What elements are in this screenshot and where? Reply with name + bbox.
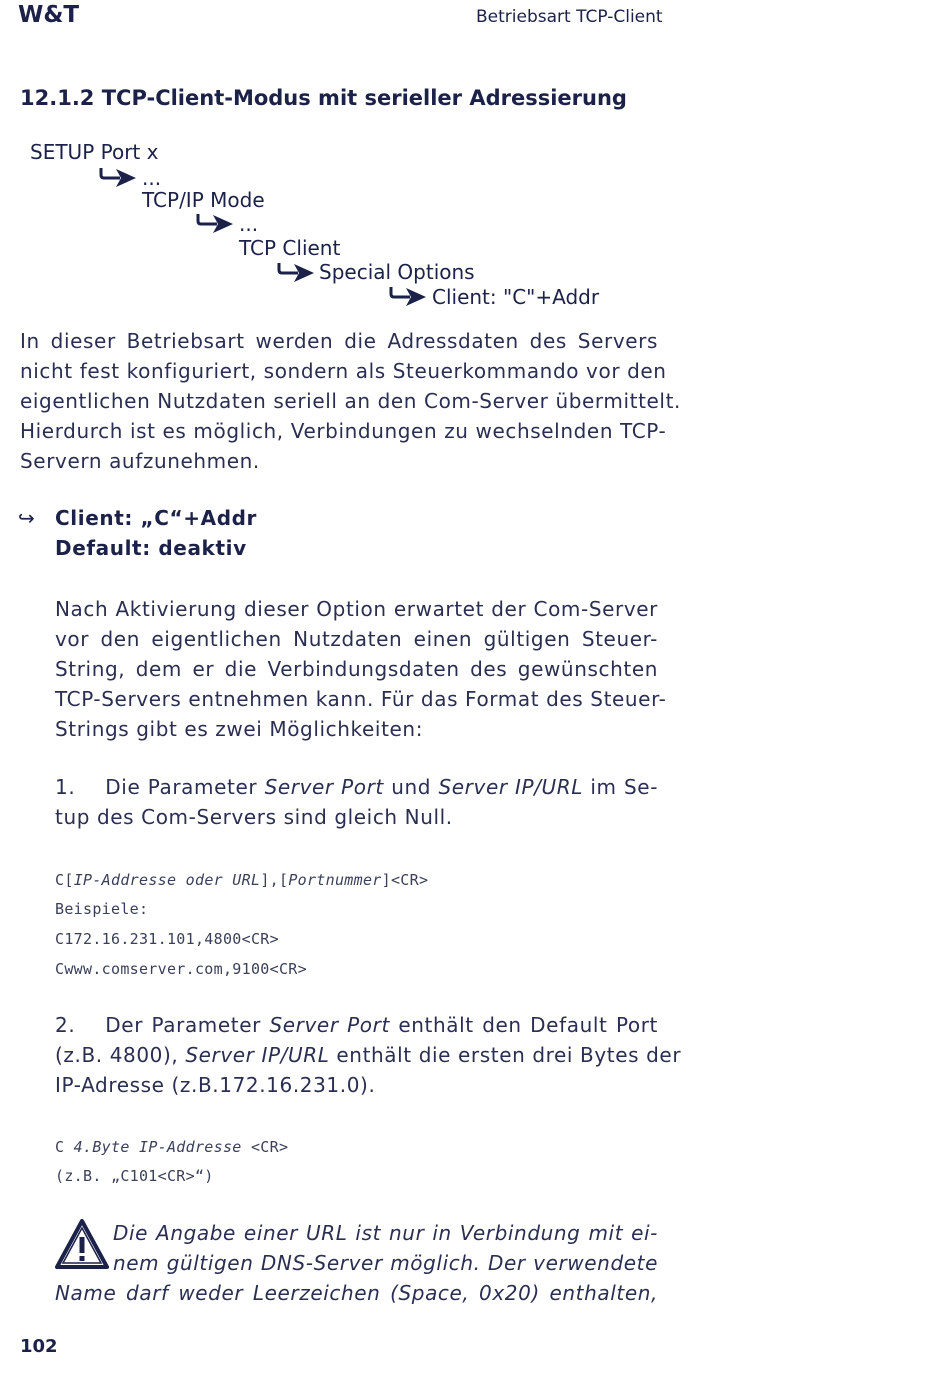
text-line: nem gültigen DNS-Server möglich. Der verwendete — [113, 1251, 658, 1275]
menu-path-setup-port: SETUP Port x — [30, 140, 159, 164]
text-line: eigentlichen Nutzdaten seriell an den Com-Server übermittelt. — [20, 389, 681, 413]
case-1-number: 1. — [55, 775, 76, 799]
text-line: Name darf weder Leerzeichen (Space, 0x20) enthalten, — [55, 1281, 658, 1305]
param-server-port: Server Port — [264, 775, 384, 799]
code-fragment: ]<CR> — [381, 871, 429, 889]
case-2-number: 2. — [55, 1013, 76, 1037]
section-title: 12.1.2 TCP-Client-Modus mit serieller Adressierung — [20, 86, 627, 110]
text-line: Nach Aktivierung dieser Option erwartet der Com-Server — [55, 597, 658, 621]
code-example-ip: C172.16.231.101,4800<CR> — [55, 930, 279, 948]
option-default: Default: deaktiv — [55, 536, 247, 560]
text-line: Die Angabe einer URL ist nur in Verbindung mit ei- — [113, 1221, 658, 1245]
text-fragment: enthält die ersten drei Bytes der — [329, 1043, 682, 1067]
menu-path-client-c-addr: Client: "C"+Addr — [432, 285, 600, 309]
intro-paragraph — [20, 326, 681, 476]
menu-path-ellipsis: ... — [239, 212, 259, 236]
param-server-ip-url: Server IP/URL — [438, 775, 584, 799]
param-server-ip-url: Server IP/URL — [185, 1043, 330, 1067]
code-example-byte: (z.B. „C101<CR>“) — [55, 1167, 214, 1185]
text-line: vor den eigentlichen Nutzdaten einen gültigen Steuer- — [55, 627, 658, 651]
code-example-url: Cwww.comserver.com,9100<CR> — [55, 960, 307, 978]
option-arrow-icon: ↪ — [18, 506, 35, 530]
code-fragment: Portnummer — [288, 871, 382, 889]
text-line — [55, 1010, 658, 1040]
hook-arrow-icon — [276, 261, 316, 283]
code-fragment: ],[ — [260, 871, 289, 889]
option-name: Client: „C“+Addr — [55, 506, 258, 530]
text-line: Hierdurch ist es möglich, Verbindungen zu wechselnden TCP- — [20, 419, 667, 443]
hook-arrow-icon — [195, 212, 235, 234]
code-examples-label: Beispiele: — [55, 900, 149, 918]
text-line: String, dem er die Verbindungsdaten des gewünschten — [55, 657, 658, 681]
text-line: tup des Com-Servers sind gleich Null. — [55, 805, 453, 829]
menu-path-special-options: Special Options — [319, 260, 475, 284]
text-line: nicht fest konfiguriert, sondern als Steuerkommando vor den — [20, 359, 667, 383]
hook-arrow-icon — [388, 285, 428, 307]
menu-path-tcp-client: TCP Client — [239, 236, 341, 260]
text-fragment: Die Parameter — [105, 775, 265, 799]
code-fragment: IP-Addresse oder URL — [73, 871, 261, 889]
text-fragment: und — [383, 775, 439, 799]
code-fragment: C — [55, 871, 65, 889]
code-fragment: <CR> — [241, 1138, 289, 1156]
text-line: TCP-Servers entnehmen kann. Für das Format des Steuer- — [55, 687, 667, 711]
code-fragment: [ — [64, 871, 74, 889]
case-1-paragraph — [55, 772, 658, 832]
text-line: Strings gibt es zwei Möglichkeiten: — [55, 717, 424, 741]
menu-path-tcpip-mode: TCP/IP Mode — [142, 188, 265, 212]
menu-path-ellipsis: ... — [142, 166, 162, 190]
warning-paragraph — [55, 1218, 658, 1308]
hook-arrow-icon — [98, 166, 138, 188]
running-header-title: Betriebsart TCP-Client — [476, 7, 663, 27]
case-2-paragraph — [55, 1010, 682, 1100]
text-line: IP-Adresse (z.B.172.16.231.0). — [55, 1073, 376, 1097]
text-line — [55, 1040, 682, 1070]
option-description — [55, 594, 667, 744]
text-line: In dieser Betriebsart werden die Adressdaten des Servers — [20, 329, 658, 353]
code-format-line — [55, 871, 428, 889]
code-fragment: C — [55, 1138, 74, 1156]
text-fragment: (z.B. 4800), — [55, 1043, 186, 1067]
text-fragment: im Se- — [583, 775, 659, 799]
brand-logo: W&T — [18, 2, 80, 28]
text-fragment: enthält den Default Port — [389, 1013, 658, 1037]
text-fragment: Der Parameter — [105, 1013, 270, 1037]
text-line: Servern aufzunehmen. — [20, 449, 260, 473]
code-fragment: 4.Byte IP-Addresse — [73, 1138, 242, 1156]
code-format-line-2 — [55, 1138, 288, 1156]
text-line — [55, 772, 658, 802]
param-server-port: Server Port — [269, 1013, 390, 1037]
page-number: 102 — [20, 1336, 58, 1357]
